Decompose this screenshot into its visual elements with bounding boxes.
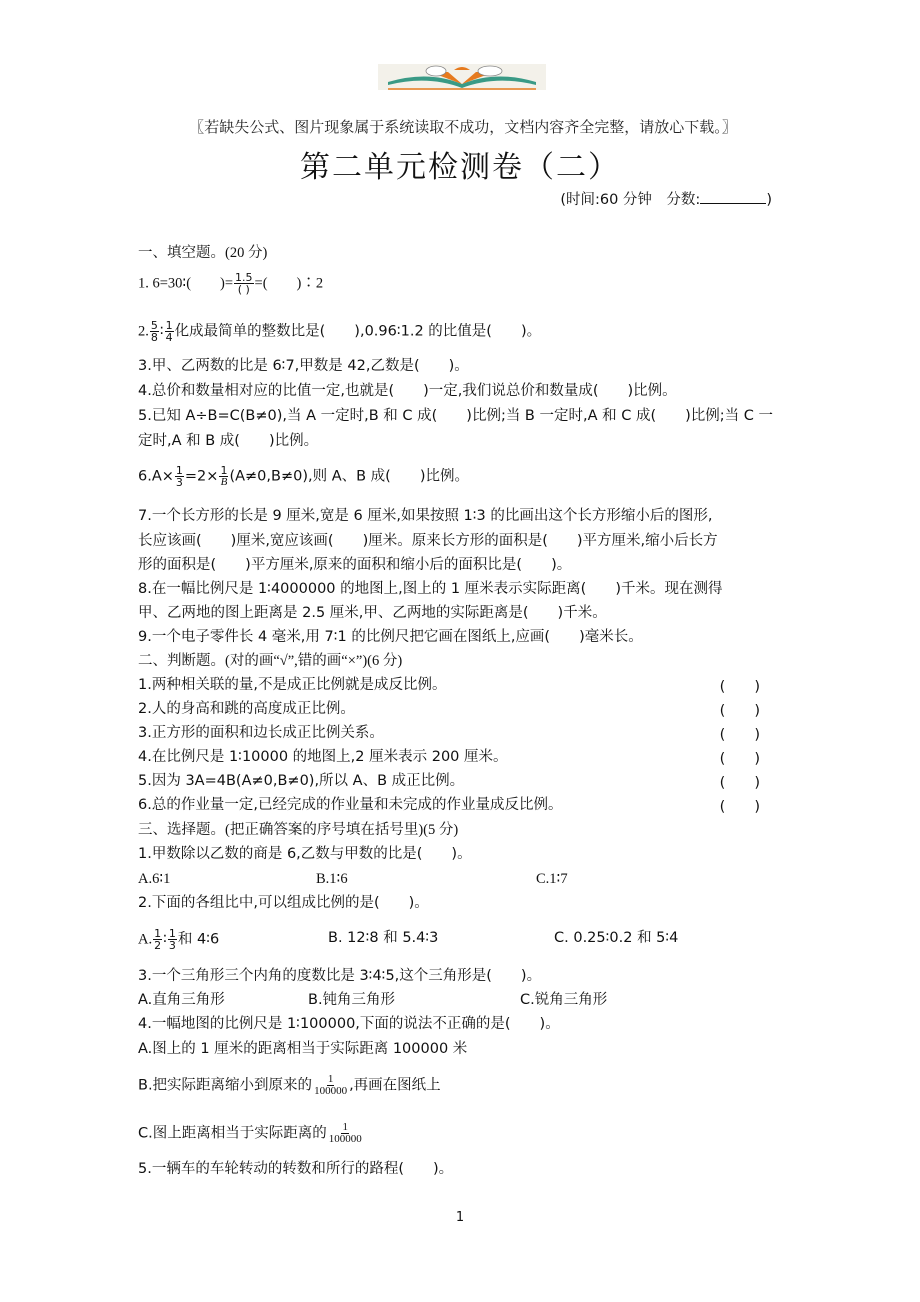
fraction (234, 272, 254, 295)
section2-heading: 二、判断题。(对的画“√”,错的画“×”)(6 分) (138, 653, 403, 669)
page-title: 第二单元检测卷（二） (300, 150, 620, 185)
frac-den: 100000 (314, 1085, 348, 1097)
choice-q4-stem: 4.一幅地图的比例尺是 1∶100000,下面的说法不正确的是( )。 (138, 1016, 560, 1032)
frac-den: 3 (175, 476, 183, 489)
choice-q1-option-b[interactable]: B.1∶6 (316, 871, 348, 887)
frac-num: 1 (175, 464, 183, 477)
judge-item-6: 6.总的作业量一定,已经完成的作业量和未完成的作业量成反比例。 (138, 797, 563, 813)
choice-q5-stem: 5.一辆车的车轮转动的转数和所行的路程( )。 (138, 1161, 454, 1177)
frac-den: B (220, 476, 228, 488)
judge-answer-1[interactable]: ( ) (719, 679, 760, 695)
colon: ∶ (163, 931, 167, 948)
judge-item-1: 1.两种相关联的量,不是成正比例就是成反比例。 (138, 677, 447, 693)
opt-rest: 和 4∶6 (177, 931, 220, 948)
choice-q2-option-a[interactable] (138, 928, 219, 951)
page-number: 1 (455, 1210, 465, 1225)
header-logo (378, 62, 546, 92)
time-label: (时间:60 分钟 分数: (560, 192, 701, 208)
frac-den: 3 (168, 939, 176, 952)
judge-answer-2[interactable]: ( ) (719, 703, 760, 719)
frac-num: 5 (150, 319, 158, 332)
choice-q3-option-a[interactable]: A.直角三角形 (138, 992, 225, 1008)
colon: ∶ (159, 323, 164, 340)
judge-answer-3[interactable]: ( ) (719, 727, 760, 743)
opt-text-b: ,再画在图纸上 (349, 1077, 441, 1094)
s1-q7-line1: 7.一个长方形的长是 9 厘米,宽是 6 厘米,如果按照 1∶3 的比画出这个长方形缩小后的图形, (138, 508, 713, 524)
fraction (175, 465, 184, 488)
choice-q1-option-a[interactable]: A.6∶1 (138, 871, 171, 887)
fraction (313, 1074, 348, 1097)
judge-item-3: 3.正方形的面积和边长成正比例关系。 (138, 725, 384, 741)
fraction (328, 1122, 363, 1145)
frac-num: 1.5 (235, 271, 253, 284)
meta-close: ) (766, 192, 772, 208)
s1-q1 (138, 272, 323, 295)
choice-q4-option-b[interactable] (138, 1074, 441, 1097)
frac-num: 1 (327, 1073, 334, 1085)
s1-q4: 4.总价和数量相对应的比值一定,也就是( )一定,我们说总价和数量成( )比例。 (138, 383, 677, 399)
s1-q9: 9.一个电子零件长 4 毫米,用 7∶1 的比例尺把它画在图纸上,应画( )毫米长。 (138, 629, 643, 645)
judge-answer-4[interactable]: ( ) (719, 751, 760, 767)
choice-q2-option-c[interactable]: C. 0.25∶0.2 和 5∶4 (554, 930, 679, 946)
frac-num: 1 (165, 319, 173, 332)
choice-q2-stem: 2.下面的各组比中,可以组成比例的是( )。 (138, 895, 429, 911)
s1-q6 (138, 465, 469, 488)
s1-q7-line2: 长应该画( )厘米,宽应该画( )厘米。原来长方形的面积是( )平方厘米,缩小后长方 (138, 533, 718, 549)
time-score-line (560, 188, 772, 209)
missing-content-notice: 〖若缺失公式、图片现象属于系统读取不成功，文档内容齐全完整，请放心下载。〗 (189, 118, 737, 136)
section1-heading: 一、填空题。(20 分) (138, 245, 268, 261)
s1-q6-text-a: 6.A× (138, 468, 174, 485)
judge-item-5: 5.因为 3A=4B(A≠0,B≠0),所以 A、B 成正比例。 (138, 773, 465, 789)
judge-item-2: 2.人的身高和跳的高度成正比例。 (138, 701, 355, 717)
s1-q2-prefix: 2. (138, 323, 149, 340)
s1-q8-line1: 8.在一幅比例尺是 1∶4000000 的地图上,图上的 1 厘米表示实际距离( )千米。现在测得 (138, 581, 723, 597)
s1-q1-text-a: 1. 6=30∶( )= (138, 275, 234, 292)
score-blank[interactable] (700, 189, 766, 204)
s1-q7-line3: 形的面积是( )平方厘米,原来的面积和缩小后的面积比是( )。 (138, 557, 572, 573)
fraction (219, 465, 228, 488)
book-banner-icon (378, 62, 546, 92)
judge-answer-6[interactable]: ( ) (719, 799, 760, 815)
frac-den: ( ) (237, 283, 250, 296)
s1-q1-text-b: =( )∶2 (254, 275, 324, 292)
s1-q8-line2: 甲、乙两地的图上距离是 2.5 厘米,甲、乙两地的实际距离是( )千米。 (138, 605, 607, 621)
fraction (153, 928, 162, 951)
choice-q2-option-b[interactable]: B. 12∶8 和 5.4∶3 (328, 930, 439, 946)
fraction (168, 928, 177, 951)
fraction (150, 320, 159, 343)
frac-den: 8 (150, 331, 158, 344)
frac-den: 2 (154, 939, 162, 952)
frac-den: 100000 (328, 1133, 362, 1145)
choice-q3-stem: 3.一个三角形三个内角的度数比是 3∶4∶5,这个三角形是( )。 (138, 968, 542, 984)
s1-q3: 3.甲、乙两数的比是 6∶7,甲数是 42,乙数是( )。 (138, 358, 469, 374)
frac-num: 1 (154, 927, 162, 940)
choice-q1-stem: 1.甲数除以乙数的商是 6,乙数与甲数的比是( )。 (138, 846, 472, 862)
s1-q5-line2: 定时,A 和 B 成( )比例。 (138, 433, 319, 449)
opt-text-a: B.把实际距离缩小到原来的 (138, 1077, 313, 1094)
section3-heading: 三、选择题。(把正确答案的序号填在括号里)(5 分) (138, 822, 459, 838)
s1-q2 (138, 320, 541, 343)
s1-q5-line1: 5.已知 A÷B=C(B≠0),当 A 一定时,B 和 C 成( )比例;当 B 一定时,A 和 C 成( )比例;当 C 一 (138, 408, 774, 424)
opt-prefix: A. (138, 931, 153, 948)
s1-q6-text-c: (A≠0,B≠0),则 A、B 成( )比例。 (229, 468, 469, 485)
frac-num: 1 (220, 464, 228, 477)
s1-q2-rest: 化成最简单的整数比是( ),0.96∶1.2 的比值是( )。 (174, 323, 542, 340)
s1-q6-text-b: =2× (184, 468, 219, 485)
opt-text-a: C.图上距离相当于实际距离的 (138, 1125, 327, 1142)
choice-q1-option-c[interactable]: C.1∶7 (536, 871, 568, 887)
frac-num: 1 (342, 1121, 348, 1133)
choice-q4-option-a[interactable]: A.图上的 1 厘米的距离相当于实际距离 100000 米 (138, 1041, 468, 1057)
choice-q3-option-b[interactable]: B.钝角三角形 (308, 992, 396, 1008)
frac-den: 4 (165, 331, 173, 344)
judge-item-4: 4.在比例尺是 1∶10000 的地图上,2 厘米表示 200 厘米。 (138, 749, 508, 765)
choice-q4-option-c[interactable] (138, 1122, 364, 1145)
frac-num: 1 (168, 927, 176, 940)
judge-answer-5[interactable]: ( ) (719, 775, 760, 791)
choice-q3-option-c[interactable]: C.锐角三角形 (520, 992, 608, 1008)
fraction (165, 320, 174, 343)
